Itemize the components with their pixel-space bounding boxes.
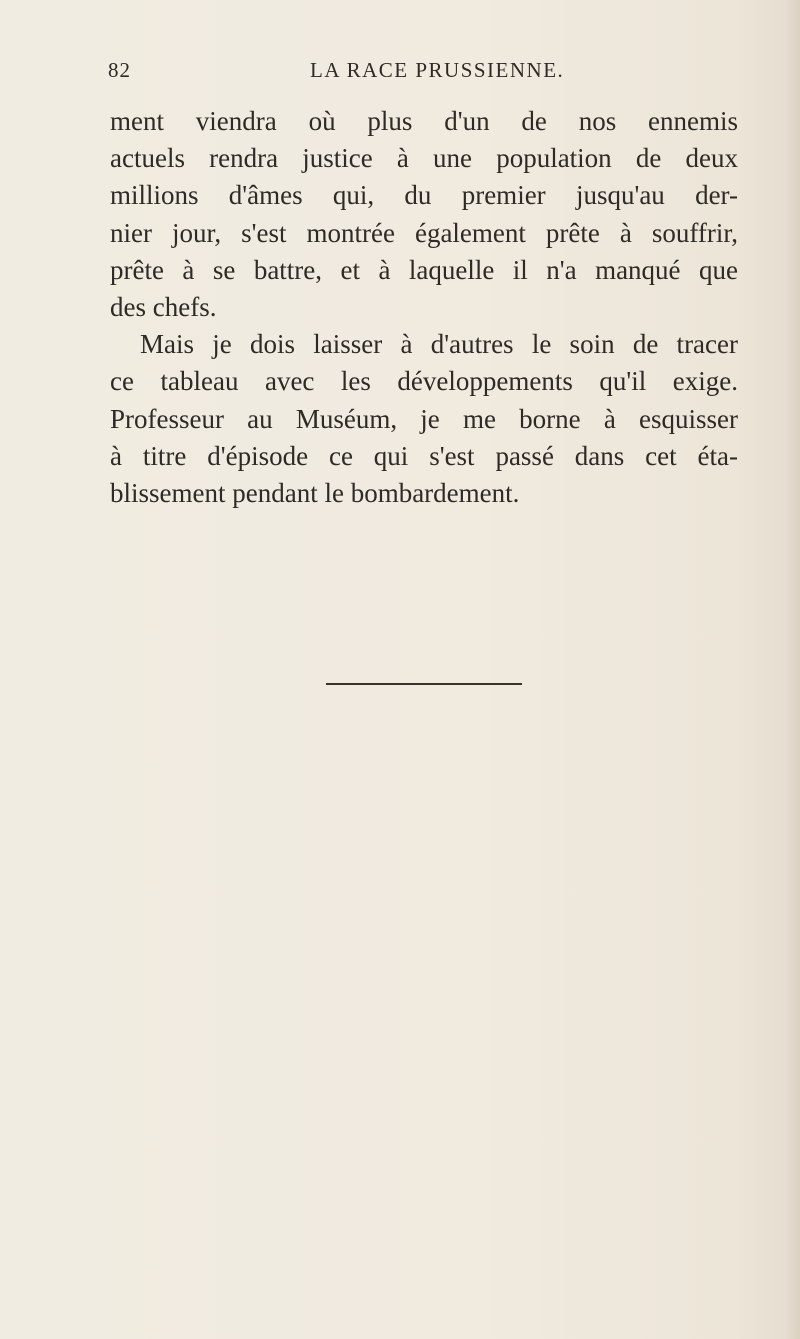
running-header (108, 58, 728, 88)
text-line: millions d'âmes qui, du premier jusqu'au der- (110, 180, 738, 211)
text-line: Professeur au Muséum, je me borne à esquisser (110, 403, 738, 434)
page-edge-shadow (786, 0, 800, 1339)
paragraph-1 (110, 103, 738, 326)
running-title: LA RACE PRUSSIENNE. (310, 58, 565, 82)
text-line: blissement pendant le bombardement. (110, 477, 520, 508)
section-divider (326, 683, 522, 685)
text-line: nier jour, s'est montrée également prête à souffrir, (110, 217, 738, 248)
page-number: 82 (108, 58, 131, 82)
text-line: Mais je dois laisser à d'autres le soin de tracer (140, 329, 738, 360)
text-line: ce tableau avec les développements qu'il exige. (110, 366, 738, 397)
text-line: à titre d'épisode ce qui s'est passé dans cet éta- (110, 440, 738, 471)
text-line: prête à se battre, et à laquelle il n'a manqué que (110, 254, 738, 285)
text-line: ment viendra où plus d'un de nos ennemis (110, 106, 738, 136)
body-text (110, 103, 738, 512)
text-line: des chefs. (110, 291, 217, 322)
paragraph-2 (110, 326, 738, 512)
text-line: actuels rendra justice à une population de deux (110, 143, 738, 174)
